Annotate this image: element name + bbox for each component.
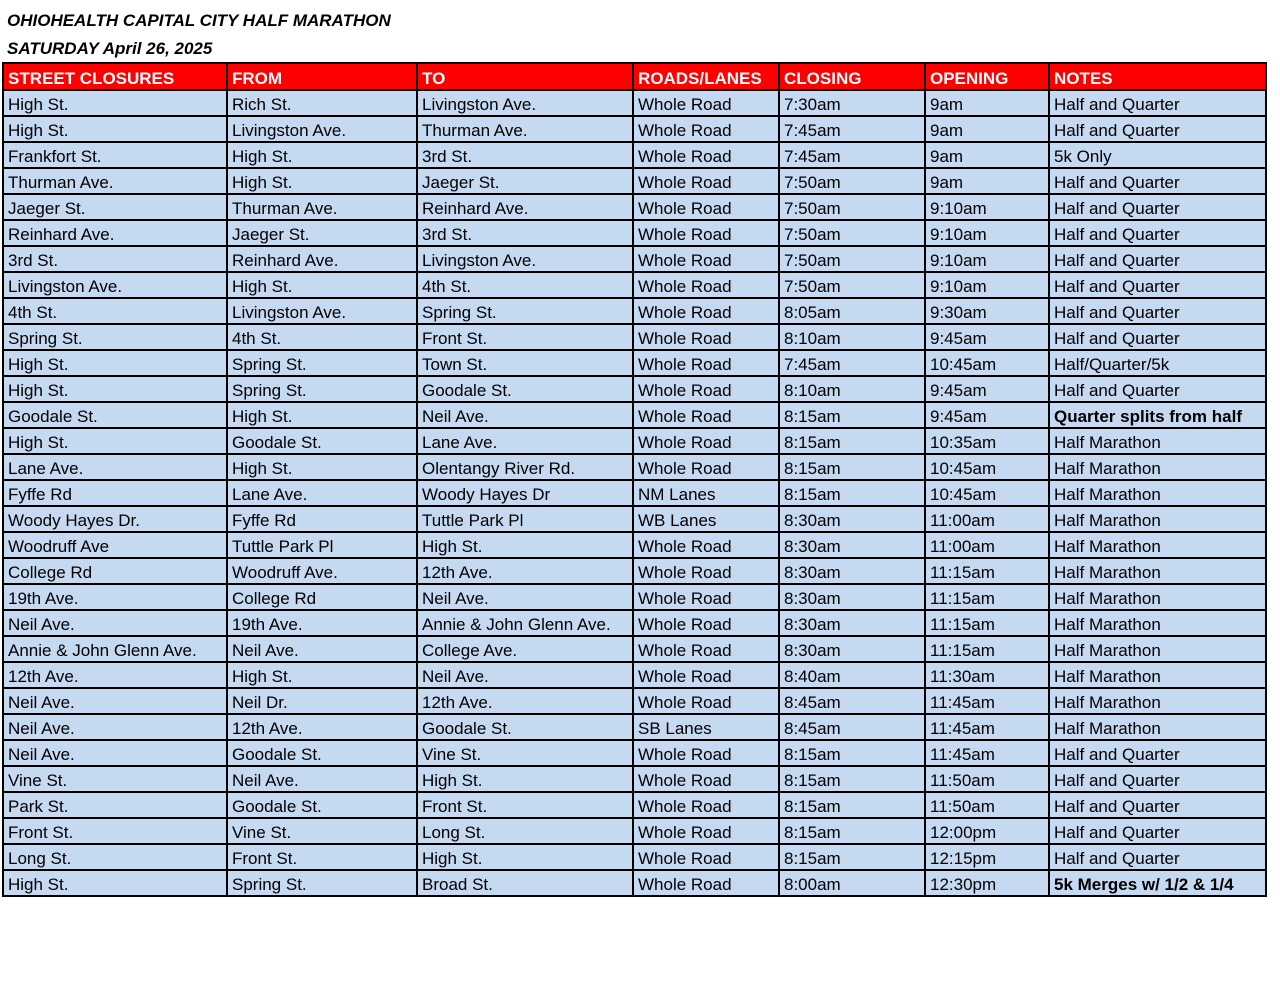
street-cell: 4th St.	[3, 298, 227, 324]
roads-lanes-cell: Whole Road	[633, 610, 779, 636]
street-cell: Neil Ave.	[3, 740, 227, 766]
from-cell: Goodale St.	[227, 792, 417, 818]
closing-cell: 8:45am	[779, 714, 925, 740]
closing-cell: 8:10am	[779, 376, 925, 402]
from-cell: High St.	[227, 168, 417, 194]
table-row	[3, 558, 1266, 584]
to-cell: Goodale St.	[417, 376, 633, 402]
to-cell: High St.	[417, 532, 633, 558]
column-header-opening: OPENING	[925, 63, 1049, 90]
table-row	[3, 480, 1266, 506]
street-cell: Spring St.	[3, 324, 227, 350]
from-cell: Neil Ave.	[227, 636, 417, 662]
notes-cell: Half and Quarter	[1049, 246, 1266, 272]
closing-cell: 8:30am	[779, 506, 925, 532]
closing-cell: 8:00am	[779, 870, 925, 896]
from-cell: 4th St.	[227, 324, 417, 350]
roads-lanes-cell: Whole Road	[633, 558, 779, 584]
from-cell: College Rd	[227, 584, 417, 610]
opening-cell: 10:35am	[925, 428, 1049, 454]
notes-cell: Half Marathon	[1049, 610, 1266, 636]
notes-cell: Half Marathon	[1049, 636, 1266, 662]
notes-cell: Half and Quarter	[1049, 90, 1266, 116]
street-cell: 19th Ave.	[3, 584, 227, 610]
opening-cell: 9am	[925, 168, 1049, 194]
opening-cell: 9:30am	[925, 298, 1049, 324]
to-cell: Front St.	[417, 792, 633, 818]
closing-cell: 8:15am	[779, 766, 925, 792]
table-body	[3, 90, 1266, 896]
opening-cell: 11:45am	[925, 740, 1049, 766]
street-cell: Fyffe Rd	[3, 480, 227, 506]
opening-cell: 10:45am	[925, 480, 1049, 506]
table-row	[3, 610, 1266, 636]
event-date: SATURDAY April 26, 2025	[7, 39, 213, 58]
from-cell: High St.	[227, 272, 417, 298]
opening-cell: 9:10am	[925, 272, 1049, 298]
roads-lanes-cell: Whole Road	[633, 220, 779, 246]
opening-cell: 11:45am	[925, 714, 1049, 740]
closing-cell: 7:50am	[779, 246, 925, 272]
to-cell: High St.	[417, 844, 633, 870]
notes-cell: Half Marathon	[1049, 480, 1266, 506]
opening-cell: 11:00am	[925, 506, 1049, 532]
from-cell: Rich St.	[227, 90, 417, 116]
closing-cell: 8:05am	[779, 298, 925, 324]
opening-cell: 10:45am	[925, 350, 1049, 376]
roads-lanes-cell: Whole Road	[633, 532, 779, 558]
closing-cell: 8:15am	[779, 792, 925, 818]
roads-lanes-cell: NM Lanes	[633, 480, 779, 506]
opening-cell: 9am	[925, 142, 1049, 168]
notes-cell: Half Marathon	[1049, 662, 1266, 688]
notes-cell: Half and Quarter	[1049, 766, 1266, 792]
table-row	[3, 792, 1266, 818]
to-cell: Tuttle Park Pl	[417, 506, 633, 532]
roads-lanes-cell: Whole Road	[633, 272, 779, 298]
roads-lanes-cell: Whole Road	[633, 870, 779, 896]
opening-cell: 11:45am	[925, 688, 1049, 714]
to-cell: Reinhard Ave.	[417, 194, 633, 220]
from-cell: Neil Ave.	[227, 766, 417, 792]
to-cell: 3rd St.	[417, 142, 633, 168]
from-cell: Tuttle Park Pl	[227, 532, 417, 558]
closing-cell: 7:30am	[779, 90, 925, 116]
notes-cell: Half Marathon	[1049, 454, 1266, 480]
from-cell: Goodale St.	[227, 428, 417, 454]
notes-cell: Half Marathon	[1049, 714, 1266, 740]
closing-cell: 8:40am	[779, 662, 925, 688]
street-cell: Reinhard Ave.	[3, 220, 227, 246]
from-cell: Reinhard Ave.	[227, 246, 417, 272]
roads-lanes-cell: Whole Road	[633, 662, 779, 688]
to-cell: 3rd St.	[417, 220, 633, 246]
from-cell: 19th Ave.	[227, 610, 417, 636]
street-cell: Livingston Ave.	[3, 272, 227, 298]
to-cell: College Ave.	[417, 636, 633, 662]
table-row	[3, 506, 1266, 532]
notes-cell: Half and Quarter	[1049, 220, 1266, 246]
closing-cell: 7:50am	[779, 272, 925, 298]
notes-cell: Half and Quarter	[1049, 298, 1266, 324]
roads-lanes-cell: Whole Road	[633, 636, 779, 662]
from-cell: Vine St.	[227, 818, 417, 844]
notes-cell: 5k Only	[1049, 142, 1266, 168]
from-cell: Livingston Ave.	[227, 116, 417, 142]
roads-lanes-cell: Whole Road	[633, 142, 779, 168]
closing-cell: 8:15am	[779, 402, 925, 428]
street-closures-table	[2, 62, 1267, 897]
roads-lanes-cell: Whole Road	[633, 298, 779, 324]
roads-lanes-cell: Whole Road	[633, 844, 779, 870]
roads-lanes-cell: Whole Road	[633, 402, 779, 428]
to-cell: 12th Ave.	[417, 558, 633, 584]
street-cell: High St.	[3, 350, 227, 376]
notes-cell: Half and Quarter	[1049, 324, 1266, 350]
opening-cell: 11:50am	[925, 766, 1049, 792]
closing-cell: 8:30am	[779, 610, 925, 636]
opening-cell: 12:15pm	[925, 844, 1049, 870]
roads-lanes-cell: Whole Road	[633, 194, 779, 220]
table-row	[3, 194, 1266, 220]
notes-cell: Half/Quarter/5k	[1049, 350, 1266, 376]
closing-cell: 8:45am	[779, 688, 925, 714]
table-row	[3, 454, 1266, 480]
document-title: OHIOHEALTH CAPITAL CITY HALF MARATHON	[7, 11, 391, 30]
roads-lanes-cell: Whole Road	[633, 376, 779, 402]
from-cell: Lane Ave.	[227, 480, 417, 506]
street-cell: High St.	[3, 870, 227, 896]
from-cell: Goodale St.	[227, 740, 417, 766]
notes-cell: Quarter splits from half	[1049, 402, 1266, 428]
closing-cell: 8:15am	[779, 844, 925, 870]
table-row	[3, 376, 1266, 402]
closing-cell: 8:10am	[779, 324, 925, 350]
street-cell: Annie & John Glenn Ave.	[3, 636, 227, 662]
closing-cell: 8:15am	[779, 454, 925, 480]
notes-cell: Half Marathon	[1049, 584, 1266, 610]
closing-cell: 8:30am	[779, 558, 925, 584]
roads-lanes-cell: Whole Road	[633, 428, 779, 454]
opening-cell: 12:30pm	[925, 870, 1049, 896]
opening-cell: 11:30am	[925, 662, 1049, 688]
notes-cell: Half Marathon	[1049, 688, 1266, 714]
table-row	[3, 168, 1266, 194]
roads-lanes-cell: WB Lanes	[633, 506, 779, 532]
notes-cell: Half Marathon	[1049, 506, 1266, 532]
street-cell: Lane Ave.	[3, 454, 227, 480]
table-header-row	[3, 63, 1266, 90]
table-row	[3, 90, 1266, 116]
street-cell: Neil Ave.	[3, 610, 227, 636]
roads-lanes-cell: Whole Road	[633, 792, 779, 818]
to-cell: 12th Ave.	[417, 688, 633, 714]
column-header-notes: NOTES	[1049, 63, 1266, 90]
street-cell: High St.	[3, 116, 227, 142]
to-cell: Town St.	[417, 350, 633, 376]
roads-lanes-cell: Whole Road	[633, 350, 779, 376]
to-cell: Livingston Ave.	[417, 246, 633, 272]
opening-cell: 11:15am	[925, 584, 1049, 610]
table-row	[3, 116, 1266, 142]
street-cell: Vine St.	[3, 766, 227, 792]
from-cell: High St.	[227, 454, 417, 480]
closing-cell: 7:45am	[779, 142, 925, 168]
table-row	[3, 740, 1266, 766]
from-cell: Neil Dr.	[227, 688, 417, 714]
roads-lanes-cell: Whole Road	[633, 168, 779, 194]
column-header-roads-lanes: ROADS/LANES	[633, 63, 779, 90]
opening-cell: 11:00am	[925, 532, 1049, 558]
street-cell: Woodruff Ave	[3, 532, 227, 558]
street-cell: 12th Ave.	[3, 662, 227, 688]
notes-cell: Half and Quarter	[1049, 194, 1266, 220]
street-cell: Neil Ave.	[3, 688, 227, 714]
notes-cell: Half and Quarter	[1049, 168, 1266, 194]
closing-cell: 8:30am	[779, 636, 925, 662]
closing-cell: 7:50am	[779, 168, 925, 194]
table-row	[3, 688, 1266, 714]
roads-lanes-cell: Whole Road	[633, 324, 779, 350]
roads-lanes-cell: SB Lanes	[633, 714, 779, 740]
street-cell: High St.	[3, 428, 227, 454]
street-cell: Park St.	[3, 792, 227, 818]
notes-cell: Half Marathon	[1049, 558, 1266, 584]
to-cell: Vine St.	[417, 740, 633, 766]
column-header-from: FROM	[227, 63, 417, 90]
notes-cell: Half and Quarter	[1049, 116, 1266, 142]
roads-lanes-cell: Whole Road	[633, 584, 779, 610]
opening-cell: 9am	[925, 116, 1049, 142]
table-row	[3, 714, 1266, 740]
closing-cell: 8:30am	[779, 532, 925, 558]
column-header-street-closures: STREET CLOSURES	[3, 63, 227, 90]
roads-lanes-cell: Whole Road	[633, 246, 779, 272]
to-cell: Lane Ave.	[417, 428, 633, 454]
roads-lanes-cell: Whole Road	[633, 688, 779, 714]
notes-cell: Half and Quarter	[1049, 818, 1266, 844]
to-cell: Front St.	[417, 324, 633, 350]
from-cell: 12th Ave.	[227, 714, 417, 740]
street-cell: Long St.	[3, 844, 227, 870]
closing-cell: 8:15am	[779, 740, 925, 766]
notes-cell: Half Marathon	[1049, 428, 1266, 454]
to-cell: High St.	[417, 766, 633, 792]
closing-cell: 7:50am	[779, 220, 925, 246]
to-cell: Woody Hayes Dr	[417, 480, 633, 506]
table-row	[3, 142, 1266, 168]
street-cell: Jaeger St.	[3, 194, 227, 220]
street-cell: Frankfort St.	[3, 142, 227, 168]
table-row	[3, 272, 1266, 298]
from-cell: High St.	[227, 662, 417, 688]
opening-cell: 9:45am	[925, 402, 1049, 428]
table-row	[3, 636, 1266, 662]
opening-cell: 9:45am	[925, 376, 1049, 402]
street-cell: 3rd St.	[3, 246, 227, 272]
table-row	[3, 584, 1266, 610]
from-cell: Thurman Ave.	[227, 194, 417, 220]
from-cell: Fyffe Rd	[227, 506, 417, 532]
table-row	[3, 246, 1266, 272]
roads-lanes-cell: Whole Road	[633, 454, 779, 480]
closing-cell: 8:15am	[779, 428, 925, 454]
to-cell: Neil Ave.	[417, 584, 633, 610]
notes-cell: Half and Quarter	[1049, 792, 1266, 818]
roads-lanes-cell: Whole Road	[633, 116, 779, 142]
from-cell: Front St.	[227, 844, 417, 870]
table-row	[3, 870, 1266, 896]
to-cell: Jaeger St.	[417, 168, 633, 194]
table-row	[3, 324, 1266, 350]
from-cell: High St.	[227, 402, 417, 428]
street-cell: High St.	[3, 90, 227, 116]
table-row	[3, 298, 1266, 324]
column-header-closing: CLOSING	[779, 63, 925, 90]
opening-cell: 9:10am	[925, 194, 1049, 220]
column-header-to: TO	[417, 63, 633, 90]
table-row	[3, 818, 1266, 844]
closing-cell: 8:30am	[779, 584, 925, 610]
opening-cell: 11:15am	[925, 636, 1049, 662]
table-row	[3, 766, 1266, 792]
notes-cell: Half and Quarter	[1049, 376, 1266, 402]
to-cell: Spring St.	[417, 298, 633, 324]
table-row	[3, 532, 1266, 558]
from-cell: Spring St.	[227, 350, 417, 376]
notes-cell: Half and Quarter	[1049, 844, 1266, 870]
from-cell: High St.	[227, 142, 417, 168]
street-cell: Front St.	[3, 818, 227, 844]
to-cell: Broad St.	[417, 870, 633, 896]
to-cell: Olentangy River Rd.	[417, 454, 633, 480]
notes-cell: Half and Quarter	[1049, 272, 1266, 298]
to-cell: Neil Ave.	[417, 402, 633, 428]
to-cell: Neil Ave.	[417, 662, 633, 688]
table-row	[3, 402, 1266, 428]
notes-cell: Half and Quarter	[1049, 740, 1266, 766]
roads-lanes-cell: Whole Road	[633, 740, 779, 766]
from-cell: Woodruff Ave.	[227, 558, 417, 584]
to-cell: Annie & John Glenn Ave.	[417, 610, 633, 636]
to-cell: Livingston Ave.	[417, 90, 633, 116]
notes-cell: Half Marathon	[1049, 532, 1266, 558]
street-cell: College Rd	[3, 558, 227, 584]
closing-cell: 7:50am	[779, 194, 925, 220]
roads-lanes-cell: Whole Road	[633, 90, 779, 116]
from-cell: Spring St.	[227, 376, 417, 402]
from-cell: Spring St.	[227, 870, 417, 896]
to-cell: Thurman Ave.	[417, 116, 633, 142]
opening-cell: 9:10am	[925, 246, 1049, 272]
from-cell: Livingston Ave.	[227, 298, 417, 324]
table-row	[3, 220, 1266, 246]
opening-cell: 9:45am	[925, 324, 1049, 350]
street-cell: Thurman Ave.	[3, 168, 227, 194]
opening-cell: 11:50am	[925, 792, 1049, 818]
closing-cell: 7:45am	[779, 116, 925, 142]
to-cell: Goodale St.	[417, 714, 633, 740]
opening-cell: 10:45am	[925, 454, 1049, 480]
table-row	[3, 844, 1266, 870]
to-cell: Long St.	[417, 818, 633, 844]
table-row	[3, 662, 1266, 688]
roads-lanes-cell: Whole Road	[633, 766, 779, 792]
opening-cell: 9:10am	[925, 220, 1049, 246]
street-cell: Woody Hayes Dr.	[3, 506, 227, 532]
opening-cell: 9am	[925, 90, 1049, 116]
table-row	[3, 428, 1266, 454]
notes-cell: 5k Merges w/ 1/2 & 1/4	[1049, 870, 1266, 896]
to-cell: 4th St.	[417, 272, 633, 298]
street-cell: Goodale St.	[3, 402, 227, 428]
from-cell: Jaeger St.	[227, 220, 417, 246]
roads-lanes-cell: Whole Road	[633, 818, 779, 844]
street-cell: Neil Ave.	[3, 714, 227, 740]
opening-cell: 11:15am	[925, 610, 1049, 636]
street-cell: High St.	[3, 376, 227, 402]
closing-cell: 8:15am	[779, 480, 925, 506]
table-row	[3, 350, 1266, 376]
opening-cell: 11:15am	[925, 558, 1049, 584]
closing-cell: 8:15am	[779, 818, 925, 844]
closing-cell: 7:45am	[779, 350, 925, 376]
opening-cell: 12:00pm	[925, 818, 1049, 844]
